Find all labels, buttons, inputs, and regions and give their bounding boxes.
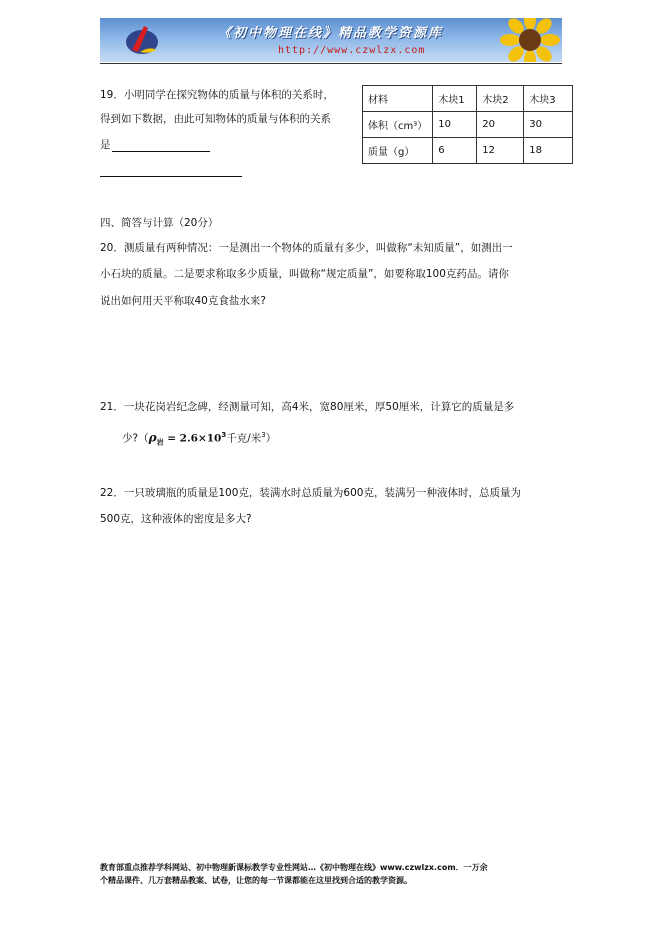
q19-line2: 得到如下数据，由此可知物体的质量与体积的关系 [100,113,331,125]
q21-suffix: ） [265,432,277,445]
table-cell: 18 [524,138,573,164]
q20-line3: 说出如何用天平称取40克食盐水来? [100,295,266,307]
footer-line1: 教育部重点推荐学科网站、初中物理新课标教学专业性网站…《初中物理在线》www.czwlzx.com．一万余 [100,863,488,872]
rho-subscript: 岩 [156,438,164,447]
unit-exponent: 3 [261,431,266,439]
density-exponent: 3 [221,431,227,439]
q19-answer-blank-2[interactable] [100,176,242,177]
table-cell: 体积（cm³） [363,112,433,138]
q21-line2 [122,428,276,450]
table-row [363,138,573,164]
page-footer [100,861,566,887]
q20-line2: 小石块的质量。二是要求称取多少质量，叫做称“规定质量”，如要称取100克药品。请你 [100,268,509,280]
table-header-cell: 材料 [363,86,433,112]
table-header-cell: 木块2 [477,86,524,112]
q19-answer-blank[interactable] [112,151,210,152]
density-value: = 2.6×10 [163,432,222,445]
q21-line1: 21．一块花岗岩纪念碑，经测量可知，高4米，宽80厘米，厚50厘米，计算它的质量是多 [100,401,515,413]
table-cell: 质量（g） [363,138,433,164]
q19-line1: 19．小明同学在探究物体的质量与体积的关系时， [100,89,334,101]
q22-line2: 500克，这种液体的密度是多大? [100,513,252,525]
header-url[interactable]: http://www.czwlzx.com [278,45,426,56]
q19-line3: 是 [100,139,111,151]
table-row [363,112,573,138]
rho-symbol: ρ [148,430,157,445]
q21-prefix: 少?（ [122,432,149,445]
section-title: 四、简答与计算（20分） [100,217,219,229]
density-unit: 千克/米 [226,432,262,445]
table-cell: 6 [433,138,477,164]
q22-line1: 22．一只玻璃瓶的质量是100克，装满水时总质量为600克，装满另一种液体时，总质量为 [100,487,521,499]
q19-data-table [362,85,573,164]
site-logo-icon [124,22,160,58]
footer-line2: 个精品课件、几万套精品教案、试卷，让您的每一节课都能在这里找到合适的教学资源。 [100,876,412,885]
header-banner [100,18,562,62]
table-header-cell: 木块1 [433,86,477,112]
table-header-cell: 木块3 [524,86,573,112]
table-header-row [363,86,573,112]
table-cell: 30 [524,112,573,138]
q20-line1: 20．测质量有两种情况：一是测出一个物体的质量有多少，叫做称“未知质量”，如测出一 [100,242,513,254]
header-rule [100,63,562,64]
table-cell: 20 [477,112,524,138]
table-cell: 12 [477,138,524,164]
header-title: 《初中物理在线》精品教学资源库 [218,26,444,41]
sunflower-icon [495,18,562,62]
table-cell: 10 [433,112,477,138]
